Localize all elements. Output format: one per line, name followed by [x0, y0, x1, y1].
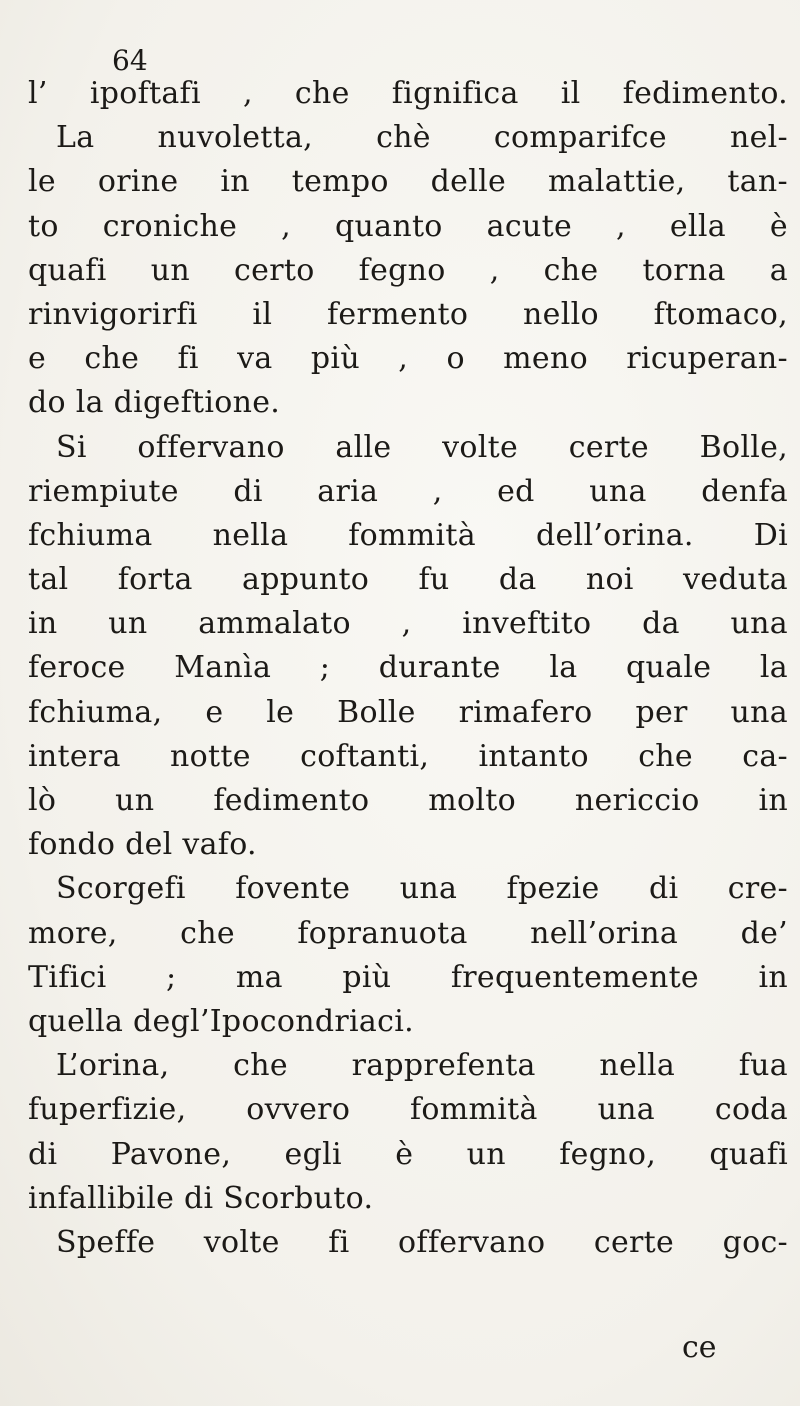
text-line: tal forta appunto fu da noi veduta: [28, 562, 788, 598]
text-line: La nuvoletta, chè comparifce nel-: [56, 120, 788, 156]
text-line: do la digeftione.: [28, 385, 281, 421]
text-line: rinvigorirfi il fermento nello ftomaco,: [28, 296, 788, 332]
text-line: more, che fopranuota nell’orina de’: [28, 915, 788, 951]
body-text: [28, 72, 788, 1265]
text-line: lò un fedimento molto nericcio in: [28, 783, 788, 818]
text-line: fchiuma, e le Bolle rimafero per una: [28, 694, 788, 730]
text-line: L’orina, che rapprefenta nella fua: [56, 1048, 788, 1084]
catchword: ce: [682, 1330, 717, 1365]
text-line: infallibile di Scorbuto.: [28, 1180, 374, 1216]
text-line: Scorgefi fovente una fpezie di cre-: [56, 871, 788, 907]
text-line: riempiute di aria , ed una denfa: [28, 473, 788, 509]
text-line: quella degl’Ipocondriaci.: [28, 1003, 414, 1039]
text-line: feroce Manìa ; durante la quale la: [28, 650, 788, 686]
text-line: e che fi va più , o meno ricuperan-: [28, 341, 788, 377]
text-line: di Pavone, egli è un fegno, quafi: [28, 1136, 788, 1172]
page-number: 64: [112, 44, 148, 77]
text-line: l’ ipoftafi , che fignifica il fedimento.: [28, 76, 788, 111]
text-line: Speffe volte fi offervano certe goc-: [56, 1224, 788, 1260]
text-line: fondo del vafo.: [28, 827, 257, 863]
text-line: Si offervano alle volte certe Bolle,: [56, 429, 788, 465]
text-line: le orine in tempo delle malattie, tan-: [28, 164, 788, 200]
text-line: in un ammalato , inveftito da una: [28, 606, 788, 642]
text-line: fuperfizie, ovvero fommità una coda: [28, 1092, 788, 1128]
text-line: fchiuma nella fommità dell’orina. Di: [28, 517, 788, 553]
text-line: intera notte coftanti, intanto che ca-: [28, 738, 788, 774]
text-line: quafi un certo fegno , che torna a: [28, 252, 788, 288]
text-line: Tifici ; ma più frequentemente in: [28, 959, 788, 995]
text-line: to croniche , quanto acute , ella è: [28, 208, 788, 244]
